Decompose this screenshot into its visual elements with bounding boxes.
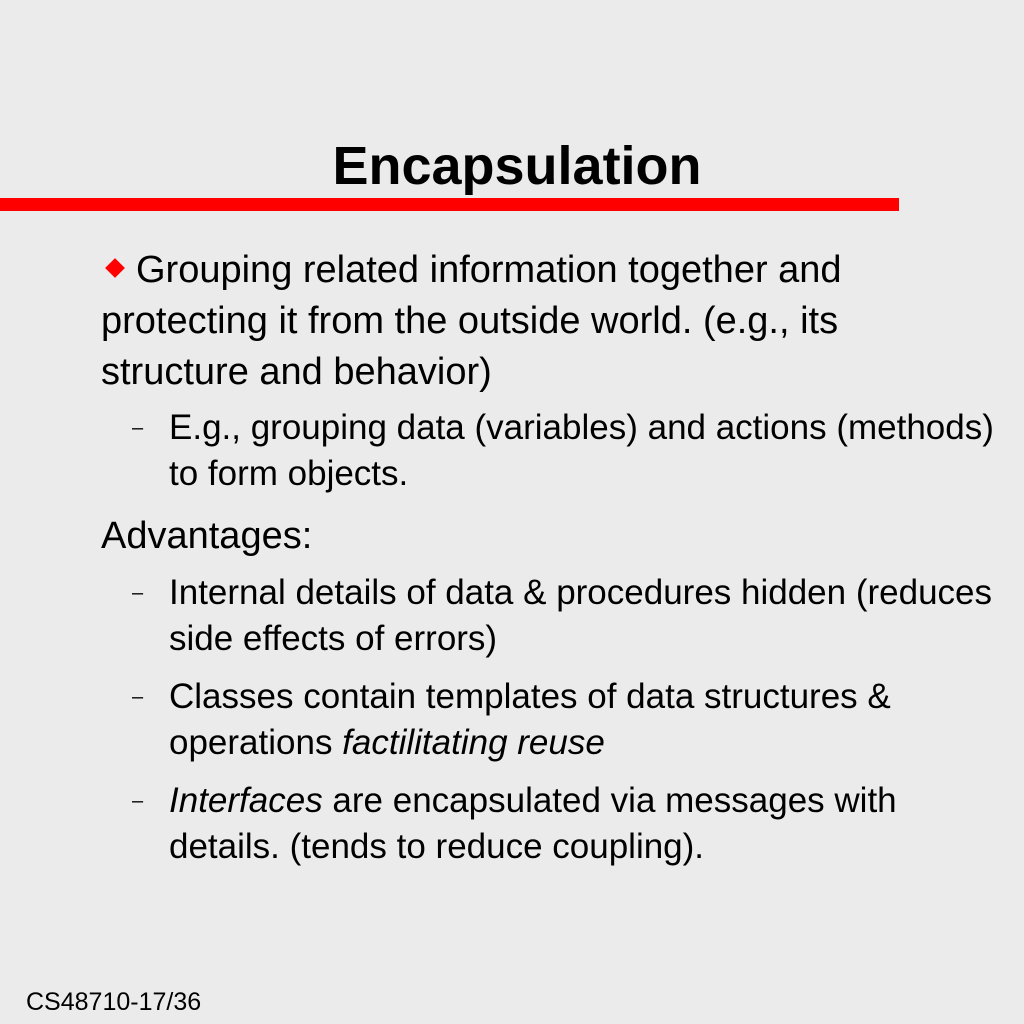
advantage-item-2-text: Classes contain templates of data structures & operations — [169, 677, 891, 762]
red-diamond-bullet-icon — [105, 258, 125, 278]
advantage-item-1-text: Internal details of data & procedures hidden (reduces side effects of errors) — [169, 573, 993, 658]
dash-marker: – — [132, 790, 144, 812]
advantage-item-3-text: are encapsulated via messages with details. (tends to reduce coupling). — [169, 781, 897, 866]
slide-title: Encapsulation — [332, 136, 702, 196]
main-bullet — [101, 245, 981, 398]
advantage-item-2-italic: factilitating reuse — [342, 723, 605, 762]
dash-marker: – — [132, 582, 144, 604]
dash-marker: – — [132, 417, 144, 439]
main-bullet-text: Grouping related information together and protecting it from the outside world. (e.g., its structure and behavior) — [101, 249, 842, 393]
title-underline-rule — [0, 198, 899, 211]
dash-marker: – — [132, 686, 144, 708]
advantage-item-2 — [132, 674, 999, 766]
sub-bullet-example-text: E.g., grouping data (variables) and actions (methods) to form objects. — [169, 408, 994, 493]
sub-bullet-example — [132, 405, 999, 497]
advantages-heading: Advantages: — [101, 515, 313, 557]
advantage-item-1 — [132, 570, 999, 662]
advantage-item-3-italic: Interfaces — [169, 781, 323, 820]
advantage-item-3 — [132, 778, 999, 870]
slide-footer: CS48710-17/36 — [26, 988, 202, 1016]
